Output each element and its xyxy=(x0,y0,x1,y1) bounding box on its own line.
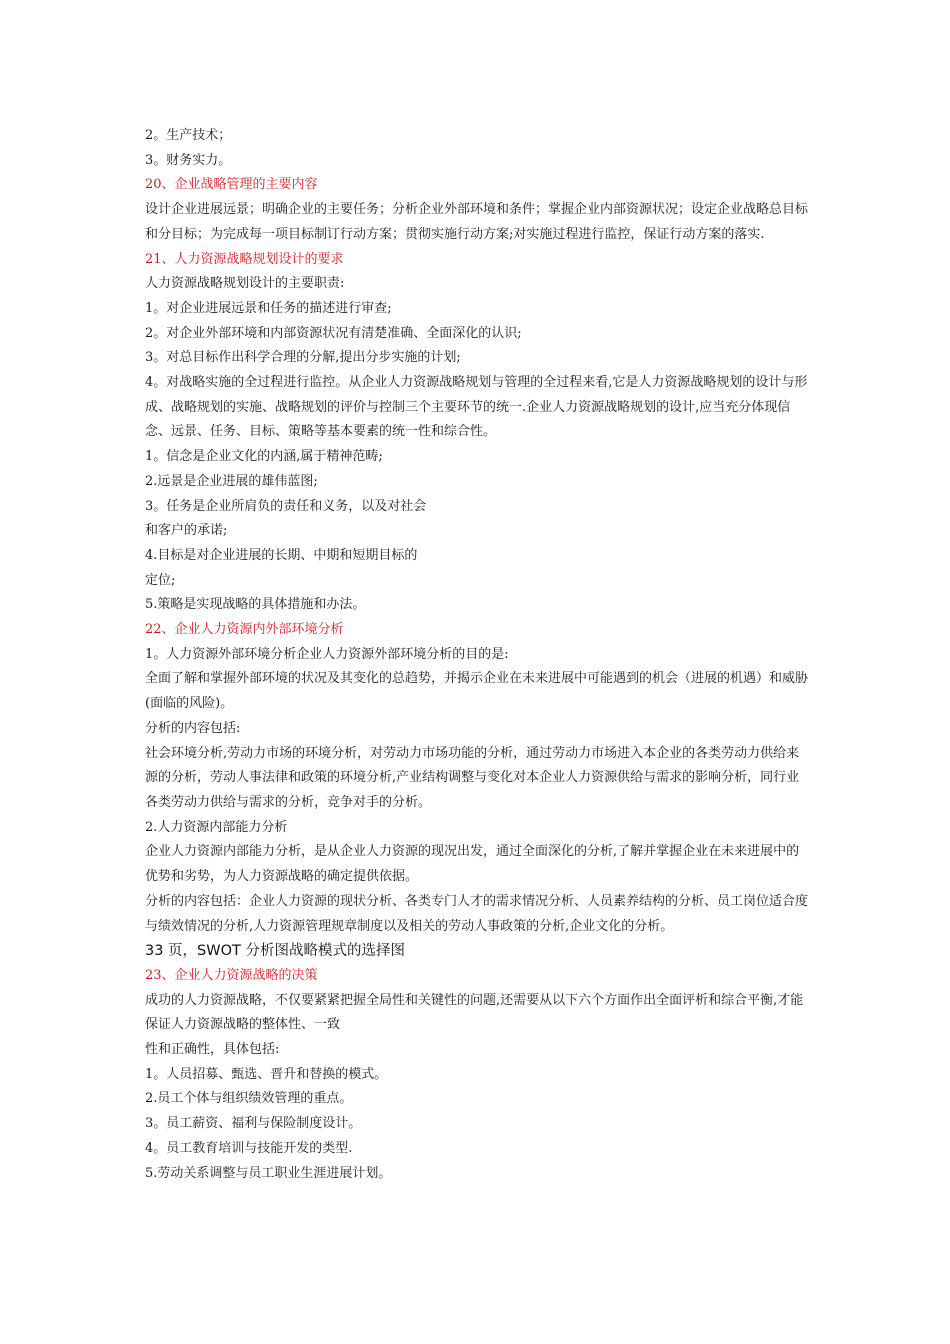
paragraph-decision-continuation: 性和正确性，具体包括: xyxy=(145,1042,280,1058)
list-item: 5.策略是实现战略的具体措施和办法。 xyxy=(145,597,366,613)
paragraph-monitoring: 4。对战略实施的全过程进行监控。从企业人力资源战略规划与管理的全过程来看,它是人力资源战略规划的设计与形成、战略规划的实施、战略规划的评价与控制三个主要环节的统一.企业人力资源战略规划的设计,应当充分体现信念、远景、任务、目标、策略等基本要素的统一性和综合性。 xyxy=(145,375,808,440)
list-item: 3。对总目标作出科学合理的分解,提出分步实施的计划; xyxy=(145,350,461,366)
list-item-continuation: 定位; xyxy=(145,572,176,588)
line-production-tech: 2。生产技术； xyxy=(145,128,232,143)
list-item-continuation: 和客户的承诺; xyxy=(145,523,228,539)
document-body xyxy=(145,124,810,1186)
paragraph-external-goal: 全面了解和掌握外部环境的状况及其变化的总趋势，并揭示企业在未来进展中可能遇到的机会（进展的机遇）和威胁(面临的风险)。 xyxy=(145,671,809,712)
list-item: 4.目标是对企业进展的长期、中期和短期目标的 xyxy=(145,547,418,563)
line-analysis-contents: 分析的内容包括: xyxy=(145,720,241,736)
heading-21: 21、人力资源战略规划设计的要求 xyxy=(145,251,344,267)
line-internal-capability: 2.人力资源内部能力分析 xyxy=(145,819,288,835)
list-item: 1。人员招募、甄选、晋升和替换的模式。 xyxy=(145,1066,388,1082)
line-swot-reference: 33 页，SWOT 分析图战略模式的选择图 xyxy=(145,943,405,960)
paragraph-internal-contents: 分析的内容包括：企业人力资源的现状分析、各类专门人才的需求情况分析、人员素养结构的分析、员工岗位适合度与绩效情况的分析,人力资源管理规章制度以及相关的劳动人事政策的分析,企业文化的分析。 xyxy=(145,893,809,934)
line-financial-strength: 3。财务实力。 xyxy=(145,152,232,168)
line-external-analysis: 1。人力资源外部环境分析企业人力资源外部环境分析的目的是: xyxy=(145,646,509,662)
list-item: 2。对企业外部环境和内部资源状况有清楚准确、全面深化的认识; xyxy=(145,325,522,341)
list-item: 1。信念是企业文化的内涵,属于精神范畴; xyxy=(145,449,383,465)
list-item: 3。员工薪资、福利与保险制度设计。 xyxy=(145,1116,362,1132)
heading-23: 23、企业人力资源战略的决策 xyxy=(145,967,318,983)
list-item: 2.远景是企业进展的雄伟蓝图; xyxy=(145,473,318,489)
list-item: 5.劳动关系调整与员工职业生涯进展计划。 xyxy=(145,1165,392,1181)
list-item: 1。对企业进展远景和任务的描述进行审查; xyxy=(145,300,392,316)
list-item: 4。员工教育培训与技能开发的类型. xyxy=(145,1140,353,1156)
paragraph-internal-analysis: 企业人力资源内部能力分析，是从企业人力资源的现况出发，通过全面深化的分析,了解并掌握企业在未来进展中的优势和劣势，为人力资源战略的确定提供依据。 xyxy=(145,844,800,885)
paragraph-strategy-content: 设计企业进展远景；明确企业的主要任务；分析企业外部环境和条件；掌握企业内部资源状况；设定企业战略总目标和分目标；为完成每一项目标制订行动方案；贯彻实施行动方案;对实施过程进行监控，保证行动方案的落实. xyxy=(145,202,809,242)
line-main-duties: 人力资源战略规划设计的主要职责: xyxy=(145,276,345,292)
list-item: 2.员工个体与组织绩效管理的重点。 xyxy=(145,1091,353,1107)
paragraph-decision: 成功的人力资源战略，不仅要紧紧把握全局性和关键性的问题,还需要从以下六个方面作出全面评析和综合平衡,才能保证人力资源战略的整体性、一致 xyxy=(145,992,804,1033)
paragraph-social-analysis: 社会环境分析,劳动力市场的环境分析，对劳动力市场功能的分析，通过劳动力市场进入本企业的各类劳动力供给来源的分析，劳动人事法律和政策的环境分析,产业结构调整与变化对本企业人力资源供给与需求的影响分析，同行业各类劳动力供给与需求的分析，竞争对手的分析。 xyxy=(145,745,800,810)
list-item: 3。任务是企业所肩负的责任和义务，以及对社会 xyxy=(145,498,427,514)
heading-22: 22、企业人力资源内外部环境分析 xyxy=(145,622,344,638)
heading-20: 20、企业战略管理的主要内容 xyxy=(145,177,318,193)
